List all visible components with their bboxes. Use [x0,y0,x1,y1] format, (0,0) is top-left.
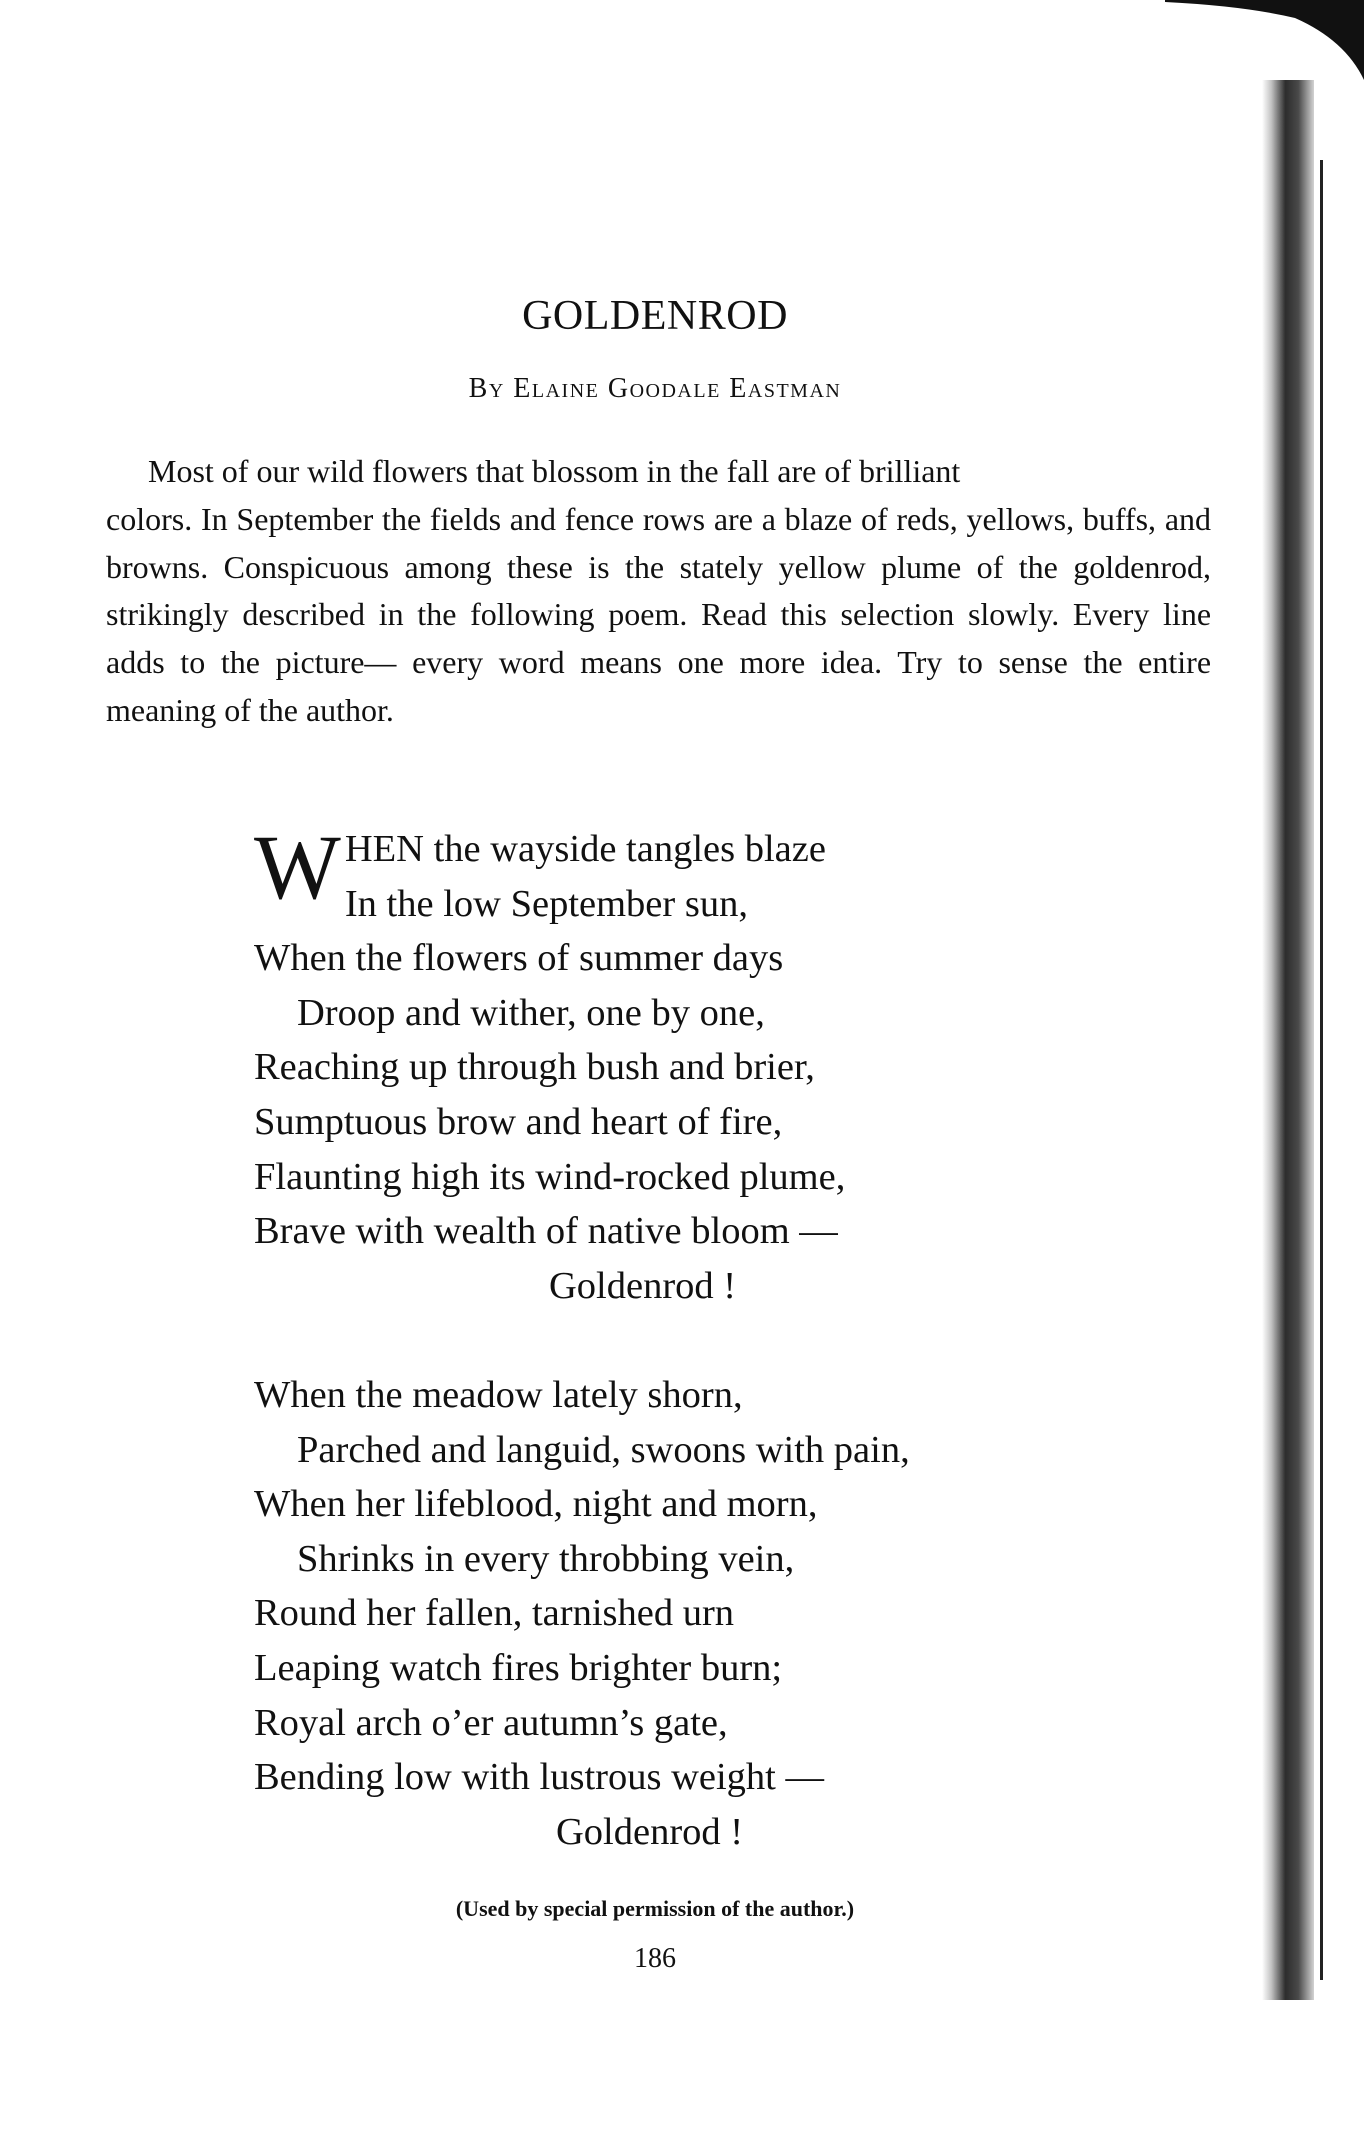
poem-line: In the low September sun, [344,882,748,925]
poem-line: HEN the wayside tangles blaze [344,828,826,870]
binding-shadow [1262,80,1314,2000]
binding-edge-line [1320,160,1323,1980]
poem-line: Shrinks in every throbbing vein, [297,1537,795,1580]
intro-line: Most of our wild flowers that blossom in the fall are of brilliant [148,453,961,489]
page-number: 186 [634,1943,676,1974]
poem-stanza-1 [254,816,1114,1313]
poem-line: Brave with wealth of native bloom — [254,1210,838,1253]
intro-line: poem. Read this selection slowly. Every line adds to the picture— [106,596,1212,681]
page-corner-shadow [1165,0,1364,80]
permission-credit: (Used by special permission of the author.) [455,1896,855,1921]
poem-refrain: Goldenrod ! [549,1264,737,1307]
poem-line: Reaching up through bush and brier, [254,1046,815,1089]
intro-paragraph [106,448,1211,735]
poem-line: Bending low with lustrous weight — [254,1756,824,1799]
page-title: GOLDENROD [522,293,788,339]
poem-line: Leaping watch fires brighter burn; [254,1646,783,1689]
poem-line: Flaunting high its wind-rocked plume, [254,1155,846,1198]
poem-line: Droop and wither, one by one, [297,991,765,1034]
poem-line: Parched and languid, swoons with pain, [297,1428,910,1471]
intro-line: yellows, buffs, and browns. Conspicuous among these is the stately [106,500,1212,585]
poem-line: Sumptuous brow and heart of fire, [254,1100,783,1143]
poem-line: When her lifeblood, night and morn, [254,1483,818,1526]
author-byline: By Elaine Goodale Eastman [468,373,842,404]
intro-line: every word means one more idea. Try to sense the entire meaning of [106,644,1212,728]
intro-line: colors. In September the fields and fence rows are a blaze of reds, [106,500,958,537]
intro-line: yellow plume of the goldenrod, strikingly described in the following [106,548,1212,633]
poem-line: When the flowers of summer days [254,937,784,980]
drop-cap-letter: W [254,816,341,918]
intro-line: the author. [258,691,394,728]
poem-line: When the meadow lately shorn, [254,1374,743,1416]
poem-stanza-2 [254,1368,1114,1859]
poem-refrain: Goldenrod ! [556,1810,744,1853]
poem-line: Royal arch o’er autumn’s gate, [254,1701,728,1744]
poem-line: Round her fallen, tarnished urn [254,1592,735,1635]
